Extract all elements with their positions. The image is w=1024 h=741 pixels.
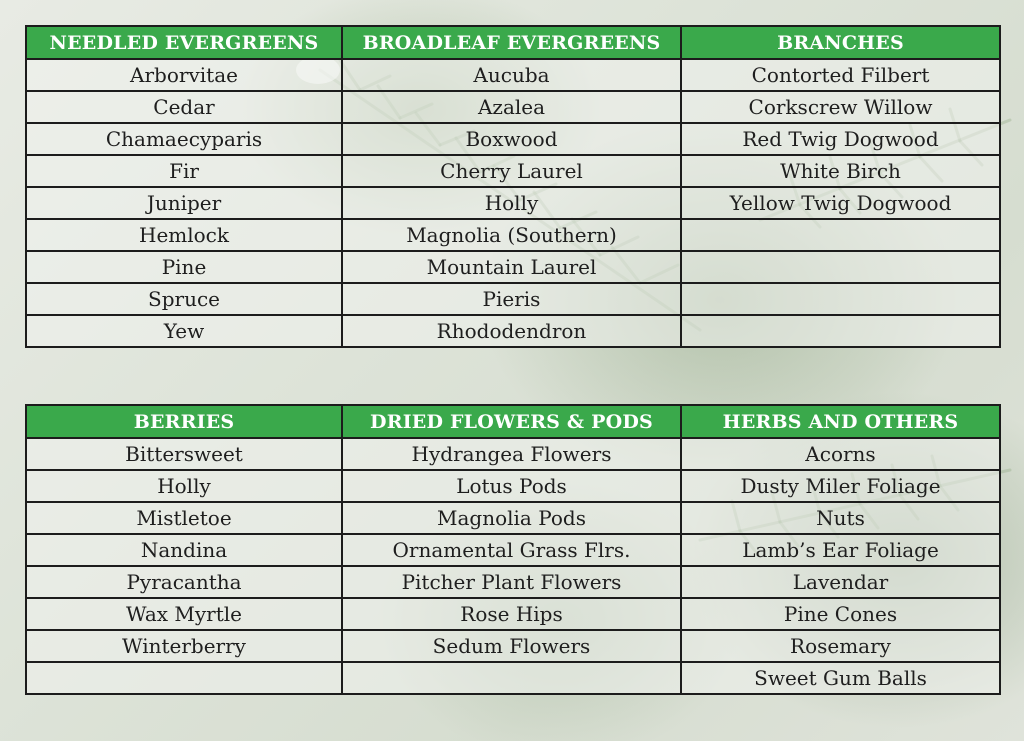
table-cell: Lotus Pods bbox=[342, 470, 681, 502]
table-header-row bbox=[26, 405, 1000, 438]
table-cell: Hemlock bbox=[26, 219, 342, 251]
header-herbs-and-others: HERBS AND OTHERS bbox=[681, 405, 1000, 438]
table-cell: Azalea bbox=[342, 91, 681, 123]
table-cell: Sweet Gum Balls bbox=[681, 662, 1000, 694]
table-cell bbox=[26, 662, 342, 694]
table-row bbox=[26, 155, 1000, 187]
table-row bbox=[26, 630, 1000, 662]
header-needled-evergreens: NEEDLED EVERGREENS bbox=[26, 26, 342, 59]
table-row bbox=[26, 566, 1000, 598]
table-cell: Rose Hips bbox=[342, 598, 681, 630]
table-cell: Pine bbox=[26, 251, 342, 283]
table-cell: Rosemary bbox=[681, 630, 1000, 662]
table-cell: Nuts bbox=[681, 502, 1000, 534]
table-cell: Dusty Miler Foliage bbox=[681, 470, 1000, 502]
table-cell: Arborvitae bbox=[26, 59, 342, 91]
header-broadleaf-evergreens: BROADLEAF EVERGREENS bbox=[342, 26, 681, 59]
table-row bbox=[26, 187, 1000, 219]
table-cell: Holly bbox=[26, 470, 342, 502]
table-row bbox=[26, 219, 1000, 251]
table-cell bbox=[681, 315, 1000, 347]
table-cell: Magnolia Pods bbox=[342, 502, 681, 534]
header-branches: BRANCHES bbox=[681, 26, 1000, 59]
table-cell: Winterberry bbox=[26, 630, 342, 662]
table-cell: Acorns bbox=[681, 438, 1000, 470]
table-cell bbox=[681, 283, 1000, 315]
table-cell: Hydrangea Flowers bbox=[342, 438, 681, 470]
table-row bbox=[26, 283, 1000, 315]
table-cell: Spruce bbox=[26, 283, 342, 315]
table-cell: Pitcher Plant Flowers bbox=[342, 566, 681, 598]
berries-flowers-herbs-table bbox=[25, 404, 1001, 695]
table-row bbox=[26, 502, 1000, 534]
table-cell: Nandina bbox=[26, 534, 342, 566]
table-cell: Pine Cones bbox=[681, 598, 1000, 630]
table-cell: Yellow Twig Dogwood bbox=[681, 187, 1000, 219]
table-row bbox=[26, 470, 1000, 502]
table-cell: Pieris bbox=[342, 283, 681, 315]
table-header-row bbox=[26, 26, 1000, 59]
evergreens-branches-table bbox=[25, 25, 1001, 348]
table-cell: Yew bbox=[26, 315, 342, 347]
table-cell: Boxwood bbox=[342, 123, 681, 155]
table-cell: Lamb’s Ear Foliage bbox=[681, 534, 1000, 566]
table-row bbox=[26, 59, 1000, 91]
table-cell: Cherry Laurel bbox=[342, 155, 681, 187]
table-cell: Rhododendron bbox=[342, 315, 681, 347]
table-row bbox=[26, 662, 1000, 694]
table-row bbox=[26, 438, 1000, 470]
table-cell: Mountain Laurel bbox=[342, 251, 681, 283]
table-row bbox=[26, 251, 1000, 283]
table-cell bbox=[681, 219, 1000, 251]
table-cell bbox=[342, 662, 681, 694]
table-row bbox=[26, 534, 1000, 566]
table-cell: Juniper bbox=[26, 187, 342, 219]
table-cell: Contorted Filbert bbox=[681, 59, 1000, 91]
table-row bbox=[26, 598, 1000, 630]
table-cell: Aucuba bbox=[342, 59, 681, 91]
table-cell: Corkscrew Willow bbox=[681, 91, 1000, 123]
table-cell: Fir bbox=[26, 155, 342, 187]
header-dried-flowers-pods: DRIED FLOWERS & PODS bbox=[342, 405, 681, 438]
table-row bbox=[26, 315, 1000, 347]
table-cell: Red Twig Dogwood bbox=[681, 123, 1000, 155]
table-cell: Wax Myrtle bbox=[26, 598, 342, 630]
table-cell: Pyracantha bbox=[26, 566, 342, 598]
table-cell: Bittersweet bbox=[26, 438, 342, 470]
table-cell: Ornamental Grass Flrs. bbox=[342, 534, 681, 566]
table-cell bbox=[681, 251, 1000, 283]
table-cell: Chamaecyparis bbox=[26, 123, 342, 155]
table-cell: Cedar bbox=[26, 91, 342, 123]
table-row bbox=[26, 123, 1000, 155]
table-cell: Mistletoe bbox=[26, 502, 342, 534]
table-cell: White Birch bbox=[681, 155, 1000, 187]
table-cell: Magnolia (Southern) bbox=[342, 219, 681, 251]
table-cell: Sedum Flowers bbox=[342, 630, 681, 662]
header-berries: BERRIES bbox=[26, 405, 342, 438]
table-row bbox=[26, 91, 1000, 123]
table-cell: Holly bbox=[342, 187, 681, 219]
table-cell: Lavendar bbox=[681, 566, 1000, 598]
